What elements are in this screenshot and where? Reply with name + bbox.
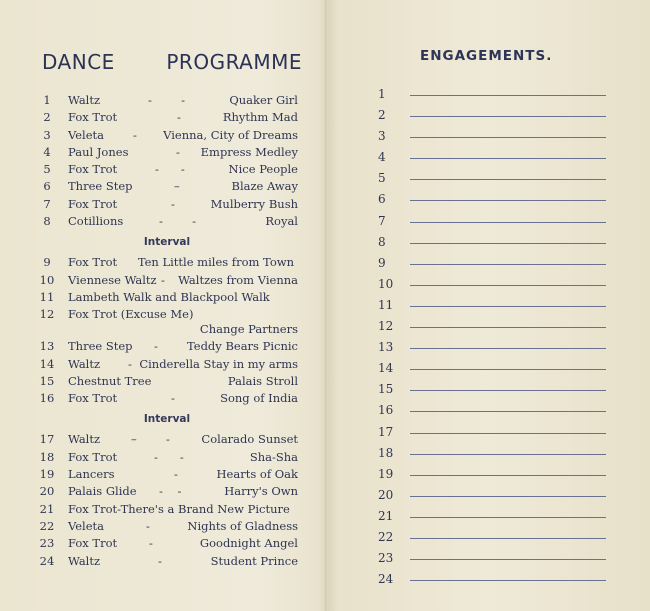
dance-number: 7 <box>43 196 51 211</box>
programme-row <box>36 483 298 500</box>
programme-row <box>36 501 298 518</box>
engagement-number: 10 <box>378 276 394 291</box>
engagement-number: 23 <box>378 551 394 566</box>
engagement-row <box>378 189 618 210</box>
engagement-blank-line[interactable] <box>410 264 606 265</box>
tune-name: Hearts of Oak <box>216 467 298 482</box>
engagement-number: 8 <box>378 234 386 249</box>
engagement-row <box>378 105 618 126</box>
engagements-list <box>378 84 618 590</box>
engagement-number: 19 <box>378 466 394 481</box>
dance-number: 8 <box>43 214 51 229</box>
dance-number: 5 <box>43 162 51 177</box>
programme-row <box>36 518 298 535</box>
dance-type: Fox Trot <box>68 536 118 551</box>
tune-name: Empress Medley <box>200 144 298 159</box>
programme-row <box>36 196 298 213</box>
separator-dash: - <box>146 518 150 533</box>
programme-part-3 <box>36 431 298 569</box>
separator-dash: - <box>154 339 158 354</box>
programme-row <box>36 449 298 466</box>
dance-type: Waltz <box>68 356 101 371</box>
engagement-number: 13 <box>378 340 394 355</box>
engagement-row <box>378 485 618 506</box>
engagement-blank-line[interactable] <box>410 580 606 581</box>
dance-number: 15 <box>39 373 55 388</box>
dance-type: Fox Trot <box>68 110 118 125</box>
interval-heading: Interval <box>143 236 191 249</box>
engagement-blank-line[interactable] <box>410 137 606 138</box>
programme-row <box>36 272 298 289</box>
engagement-number: 17 <box>378 424 394 439</box>
engagement-blank-line[interactable] <box>410 348 606 349</box>
engagement-blank-line[interactable] <box>410 559 606 560</box>
engagement-blank-line[interactable] <box>410 454 606 455</box>
separator-dash: - <box>171 196 175 211</box>
dance-type: Fox Trot <box>68 449 118 464</box>
programme-row <box>36 535 298 552</box>
title-programme: PROGRAMME <box>166 50 302 74</box>
dance-number: 23 <box>39 536 55 551</box>
separator-dash: - <box>174 467 178 482</box>
tune-name: Royal <box>265 214 298 229</box>
engagement-blank-line[interactable] <box>410 327 606 328</box>
dance-number: 19 <box>39 467 55 482</box>
dance-type: Paul Jones <box>68 144 129 159</box>
title-dance: DANCE <box>42 50 115 74</box>
engagement-row <box>378 400 618 421</box>
programme-row <box>36 92 298 109</box>
dance-type: Veleta <box>68 518 105 533</box>
programme-row <box>36 338 298 355</box>
dance-number: 10 <box>39 272 55 287</box>
engagement-row <box>378 147 618 168</box>
tune-name: Colarado Sunset <box>201 432 298 447</box>
interval-heading: Interval <box>143 413 191 426</box>
engagement-row <box>378 569 618 590</box>
engagement-blank-line[interactable] <box>410 433 606 434</box>
engagement-number: 16 <box>378 403 394 418</box>
engagement-number: 18 <box>378 445 394 460</box>
engagement-number: 14 <box>378 361 394 376</box>
engagement-blank-line[interactable] <box>410 517 606 518</box>
programme-row <box>36 306 298 338</box>
dance-number: 14 <box>39 356 55 371</box>
dance-number: 13 <box>39 339 55 354</box>
engagement-number: 15 <box>378 382 394 397</box>
dance-number: 1 <box>43 93 51 107</box>
programme-row <box>36 213 298 230</box>
dance-type: Fox Trot <box>68 255 118 270</box>
dance-number: 4 <box>43 144 51 159</box>
engagement-blank-line[interactable] <box>410 411 606 412</box>
programme-row <box>36 127 298 144</box>
engagement-row <box>378 211 618 232</box>
engagement-number: 22 <box>378 529 394 544</box>
programme-row <box>36 356 298 373</box>
dance-number: 20 <box>39 484 55 499</box>
engagement-number: 7 <box>378 213 386 228</box>
tune-name: Quaker Girl <box>229 93 298 107</box>
engagement-blank-line[interactable] <box>410 158 606 159</box>
tune-name: Harry's Own <box>224 484 298 499</box>
engagement-number: 4 <box>378 150 386 165</box>
tune-name: Change Partners <box>199 322 298 337</box>
dance-type: Lancers <box>68 467 115 482</box>
engagement-blank-line[interactable] <box>410 390 606 391</box>
engagement-blank-line[interactable] <box>410 243 606 244</box>
engagement-row <box>378 337 618 358</box>
dance-number: 12 <box>39 307 55 322</box>
engagement-row <box>378 295 618 316</box>
dance-number: 11 <box>39 289 55 304</box>
separator-dash: - <box>161 272 165 287</box>
programme-row <box>36 254 298 271</box>
dance-type: Cotillions <box>68 214 124 229</box>
programme-row <box>36 289 298 306</box>
engagement-row <box>378 379 618 400</box>
dance-number: 6 <box>43 179 51 194</box>
dance-type: Viennese Waltz <box>68 272 157 287</box>
engagement-number: 20 <box>378 487 394 502</box>
separator-dash: - <box>176 144 180 159</box>
tune-name: Waltzes from Vienna <box>178 272 298 287</box>
engagement-number: 5 <box>378 171 386 186</box>
programme-row <box>36 144 298 161</box>
separator-dash: - - <box>159 214 197 229</box>
programme-row <box>36 373 298 390</box>
engagement-row <box>378 422 618 443</box>
tune-name: Sha-Sha <box>249 449 298 464</box>
dance-type: Fox Trot <box>68 162 118 177</box>
separator-dash: - <box>158 553 162 568</box>
separator-dash: - <box>171 391 175 406</box>
dance-type: Fox Trot (Excuse Me) <box>68 307 194 322</box>
dance-number: 2 <box>43 110 51 125</box>
engagement-blank-line[interactable] <box>410 116 606 117</box>
separator-dash: - <box>149 536 153 551</box>
programme-row <box>36 431 298 448</box>
engagement-number: 6 <box>378 192 386 207</box>
programme-row <box>36 466 298 483</box>
engagement-blank-line[interactable] <box>410 306 606 307</box>
engagement-row <box>378 274 618 295</box>
dance-number: 21 <box>39 501 55 516</box>
dance-number: 22 <box>39 518 55 533</box>
engagement-row <box>378 84 618 105</box>
dance-type: Lambeth Walk and Blackpool Walk <box>68 289 270 304</box>
dance-number: 18 <box>39 449 55 464</box>
separator-dash: - - <box>148 93 186 107</box>
engagement-number: 24 <box>378 572 394 587</box>
tune-name: Mulberry Bush <box>210 196 298 211</box>
separator-dash: - - <box>155 162 185 177</box>
dance-type: Three Step <box>68 339 133 354</box>
engagement-row <box>378 506 618 527</box>
engagement-number: 2 <box>378 108 386 123</box>
engagement-number: 3 <box>378 129 386 144</box>
engagement-blank-line[interactable] <box>410 475 606 476</box>
tune-name: Cinderella Stay in my arms <box>139 356 298 371</box>
engagements-title: ENGAGEMENTS. <box>420 48 553 64</box>
dance-number: 3 <box>43 127 51 142</box>
programme-row <box>36 553 298 570</box>
engagement-row <box>378 358 618 379</box>
dance-type: Palais Glide <box>68 484 137 499</box>
tune-name: Blaze Away <box>231 179 298 194</box>
dance-type: Fox Trot <box>68 391 118 406</box>
engagement-row <box>378 253 618 274</box>
tune-name: Ten Little miles from Town <box>137 255 294 270</box>
dance-number: 9 <box>43 255 51 270</box>
tune-name: Student Prince <box>210 553 298 568</box>
engagement-blank-line[interactable] <box>410 200 606 201</box>
programme-part-1 <box>36 92 298 230</box>
engagement-row <box>378 316 618 337</box>
engagement-number: 11 <box>378 297 394 312</box>
tune-name: Nice People <box>228 162 298 177</box>
engagement-number: 21 <box>378 508 394 523</box>
programme-row <box>36 161 298 178</box>
engagement-row <box>378 464 618 485</box>
tune-name: Teddy Bears Picnic <box>186 339 298 354</box>
separator-dash: - <box>128 356 132 371</box>
dance-number: 16 <box>39 391 55 406</box>
tune-name: Rhythm Mad <box>222 110 298 125</box>
separator-dash: - <box>133 127 137 142</box>
engagement-blank-line[interactable] <box>410 179 606 180</box>
tune-name: Vienna, City of Dreams <box>163 127 298 142</box>
engagement-number: 12 <box>378 319 394 334</box>
engagement-blank-line[interactable] <box>410 95 606 96</box>
engagement-blank-line[interactable] <box>410 496 606 497</box>
engagement-row <box>378 527 618 548</box>
engagement-blank-line[interactable] <box>410 285 606 286</box>
programme-row <box>36 178 298 195</box>
engagement-row <box>378 443 618 464</box>
programme-title <box>42 50 302 74</box>
tune-name: Nights of Gladness <box>187 518 298 533</box>
dance-type: Waltz <box>68 553 101 568</box>
tune-name: Song of India <box>220 391 298 406</box>
dance-type: Three Step <box>68 179 133 194</box>
engagement-number: 9 <box>378 255 386 270</box>
separator-dash: – - <box>131 432 170 447</box>
engagement-row <box>378 168 618 189</box>
dance-type: Waltz <box>68 432 101 447</box>
dance-number: 24 <box>39 553 55 568</box>
engagements-page <box>328 0 650 611</box>
programme-list <box>36 92 298 570</box>
engagement-blank-line[interactable] <box>410 222 606 223</box>
engagement-row <box>378 548 618 569</box>
dance-type: Fox Trot <box>68 196 118 211</box>
engagement-blank-line[interactable] <box>410 538 606 539</box>
dance-type: Veleta <box>68 127 105 142</box>
engagement-number: 1 <box>378 87 386 101</box>
separator-dash: - - <box>159 484 182 499</box>
engagement-row <box>378 232 618 253</box>
programme-part-2 <box>36 254 298 407</box>
tune-name: Goodnight Angel <box>199 536 298 551</box>
dance-number: 17 <box>39 432 55 447</box>
tune-name: Palais Stroll <box>227 373 298 388</box>
programme-row <box>36 109 298 126</box>
dance-type: Fox Trot-There's a Brand New Picture <box>68 501 290 516</box>
programme-row <box>36 390 298 407</box>
engagement-row <box>378 126 618 147</box>
separator-dash: - - <box>154 449 184 464</box>
separator-dash: – <box>174 179 180 194</box>
dance-type: Waltz <box>68 93 101 107</box>
dance-type: Chestnut Tree <box>68 373 152 388</box>
separator-dash: - <box>177 110 181 125</box>
engagement-blank-line[interactable] <box>410 369 606 370</box>
